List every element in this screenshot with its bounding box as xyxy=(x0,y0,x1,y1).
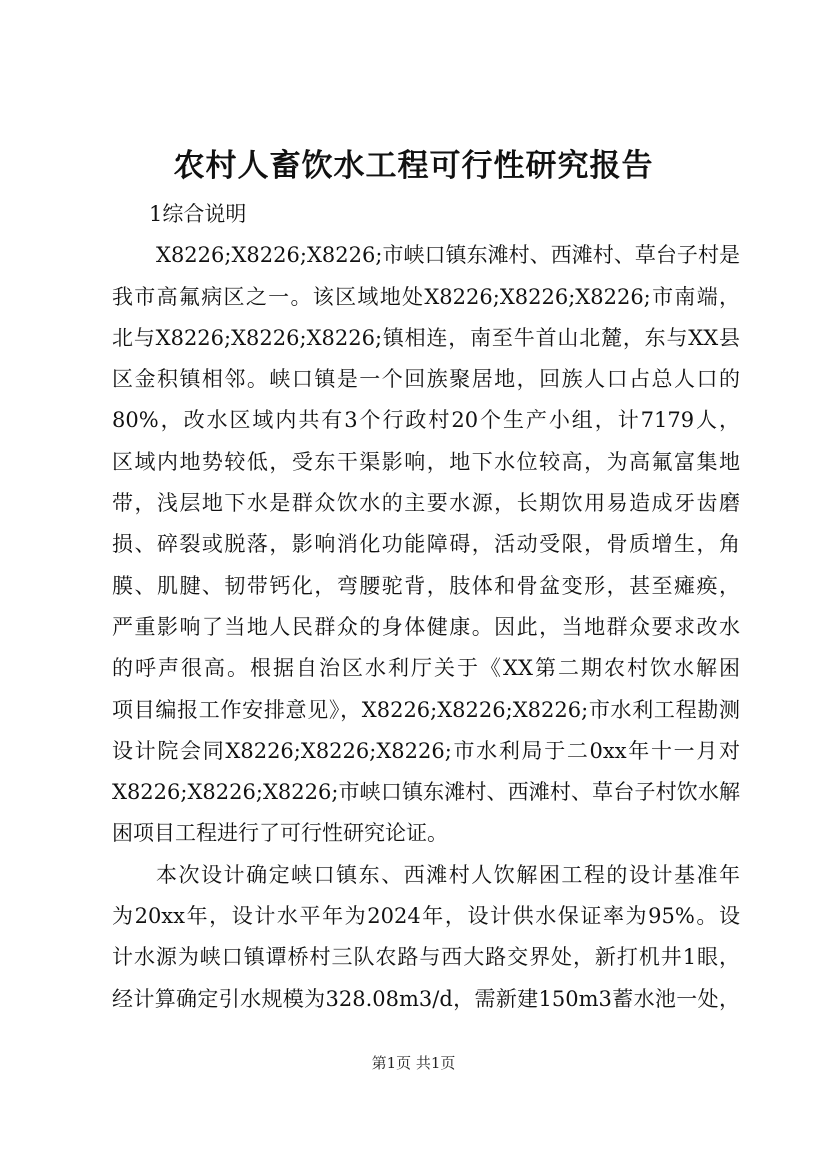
paragraph-line: 的呼声很高。根据自治区水利厅关于《XX第二期农村饮水解困 xyxy=(112,656,740,681)
page-footer: 第1页 共1页 xyxy=(371,1054,456,1072)
section-heading: 1综合说明 xyxy=(149,202,247,226)
paragraph-line: 为20xx年，设计水平年为2024年，设计供水保证率为95%。设 xyxy=(112,904,740,929)
paragraph-line: 区域内地势较低，受东干渠影响，地下水位较高，为高氟富集地 xyxy=(112,449,740,474)
paragraph-line: 我市高氟病区之一。该区域地处X8226;X8226;X8226;市南端， xyxy=(112,284,740,309)
paragraph-line: 80%，改水区域内共有3个行政村20个生产小组，计7179人， xyxy=(112,408,740,433)
paragraph-line: 设计院会同X8226;X8226;X8226;市水利局于二0xx年十一月对 xyxy=(112,738,740,763)
paragraph-line: 损、碎裂或脱落，影响消化功能障碍，活动受限，骨质增生，角 xyxy=(112,532,740,557)
paragraph-line: 膜、肌腱、韧带钙化，弯腰驼背，肢体和骨盆变形，甚至瘫痪， xyxy=(112,573,740,598)
document-body xyxy=(112,194,740,1020)
paragraph-line: 区金积镇相邻。峡口镇是一个回族聚居地，回族人口占总人口的 xyxy=(112,367,740,392)
paragraph-line: X8226;X8226;X8226;市峡口镇东滩村、西滩村、草台子村饮水解 xyxy=(112,780,740,805)
paragraph-line: 严重影响了当地人民群众的身体健康。因此，当地群众要求改水 xyxy=(112,614,740,639)
paragraph-line: 困项目工程进行了可行性研究论证。 xyxy=(112,821,448,846)
paragraph-line: 项目编报工作安排意见》，X8226;X8226;X8226;市水利工程勘测 xyxy=(112,697,740,722)
paragraph-line: 经计算确定引水规模为328.08m3/d，需新建150m3蓄水池一处， xyxy=(112,986,740,1011)
page-title: 农村人畜饮水工程可行性研究报告 xyxy=(173,148,654,184)
paragraph-line: 本次设计确定峡口镇东、西滩村人饮解困工程的设计基准年 xyxy=(156,862,740,887)
paragraph-line: 带，浅层地下水是群众饮水的主要水源，长期饮用易造成牙齿磨 xyxy=(112,491,740,516)
paragraph-line: 北与X8226;X8226;X8226;镇相连，南至牛首山北麓，东与XX县 xyxy=(112,325,740,350)
paragraph-line: 计水源为峡口镇谭桥村三队农路与西大路交界处，新打机井1眼， xyxy=(112,945,740,970)
paragraph-line: X8226;X8226;X8226;市峡口镇东滩村、西滩村、草台子村是 xyxy=(156,243,740,268)
